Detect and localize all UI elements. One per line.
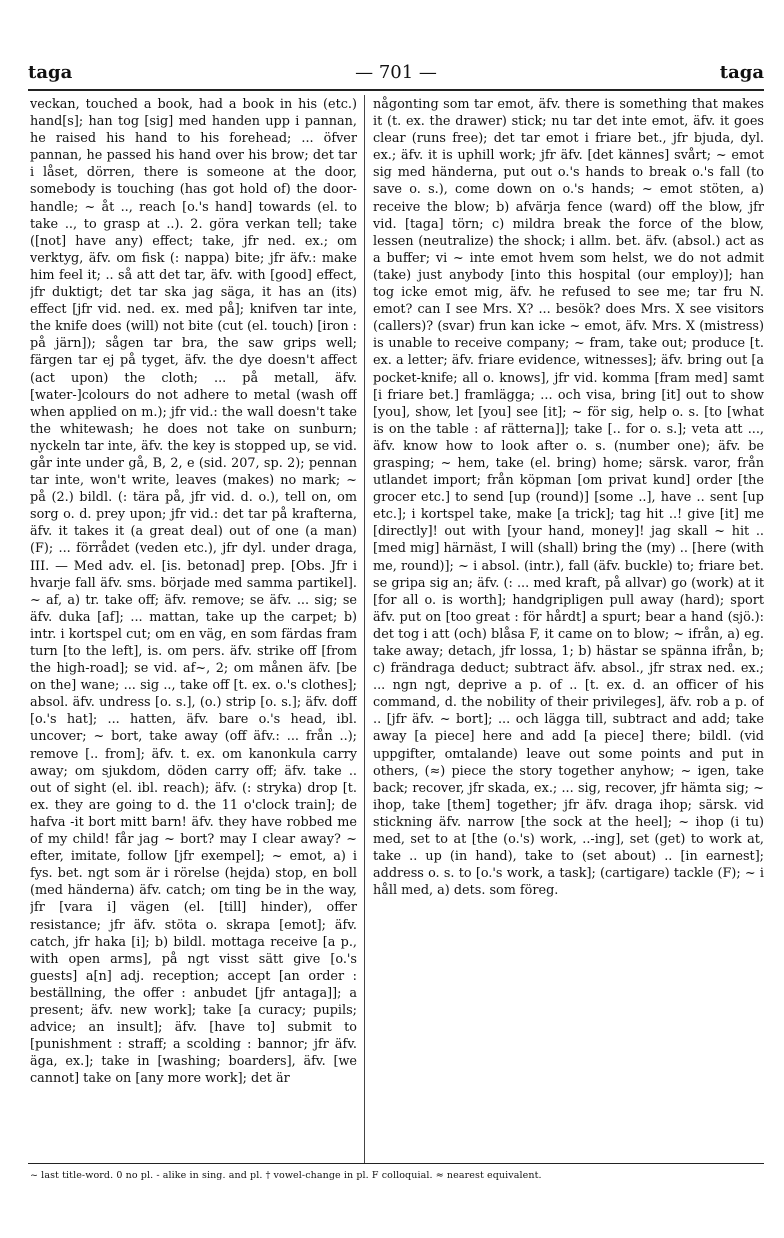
left-column [30, 96, 357, 1160]
right-column-text: någonting som tar emot, äfv. there is something that makes it (t. ex. the drawer) stick; nu tar det inte emot, äfv. it goes clear (runs free); det tar emot i friare bet., jfr bjuda, dyl. ex.; äfv. it is uphill work; jfr äfv. [det kännes] svårt; ~ emot sig med händerna, put out o.'s hands to break o.'s fall (to save o. s.), come down on o.'s hands; ~ emot stöten, a) receive the blow; b) afvärja fence (ward) off the blow, jfr vid. [taga] törn; c) mildra break the force of the blow, lessen (neutralize) the shock; i allm. bet. äfv. (absol.) act as a buffer; vi ~ inte emot hvem som helst, we do not admit (take) just anybody [into this hospital (our employ)]; han tog icke emot mig, äfv. he refused to see me; tar fru N. emot? can I see Mrs. X? ... besök? does Mrs. X see visitors (callers)? (svar) frun kan icke ~ emot, äfv. Mrs. X (mistress) is unable to receive company; ~ fram, take out; produce [t. ex. a letter; äfv. friare evidence, witnesses]; äfv. bring out [a pocket-knife; all o. knows], jfr vid. komma [fram med] samt [i friare bet.] framlägga; ... och visa, bring [it] out to show [you], show, let [you] see [it]; ~ för sig, help o. s. [to [what is on the table : af rätterna]]; take [.. for o. s.]; veta att ..., äfv. know how to look after o. s. (number one); äfv. be grasping; ~ hem, take (el. bring) home; särsk. varor, från utlandet import; från köpman [om privat kund] order [the grocer etc.] to send [up (round)] [some ..], have .. sent [up etc.]; i kortspel take, make [a trick]; tag hit ..! give [it] me [directly]! out with [your hand, money]! jag skall ~ hit .. [med mig] härnäst, I will (shall) bring the (my) .. [here (with me, round)]; ~ i absol. (intr.), fall (äfv. buckle) to; friare bet. se gripa sig an; äfv. (: ... med kraft, på allvar) go (work) at it [for all o. is worth]; handgripligen pull away (hard); sport äfv. put on [too great : för hårdt] a spurt; bear a hand (sjö.): det tog i att (och) blåsa F, it came on to blow; ~ ifrån, a) eg. take away; detach, jfr lossa, 1; b) hästar se spänna ifrån, b; c) frändraga deduct; subtract äfv. absol., jfr strax ned. ex.; ... ngn ngt, deprive a p. of .. [t. ex. d. an officer of his command, d. the nobility of their privileges], äfv. rob a p. of .. [jfr äfv. ~ bort]; ... och lägga till, subtract and add; take away [a piece] here and add [a piece] there; bildl. (vid uppgifter, omtalande) leave out some points and put in others, (≈) piece the story together anyhow; ~ igen, take back; recover, jfr skada, ex.; ... sig, recover, jfr hämta sig; ~ ihop, take [them] together; jfr äfv. draga ihop; särsk. vid stickning äfv. narrow [the sock at the heel]; ~ ihop (i tu) med, set to at [the (o.'s) work, ..-ing], set (get) to work at, take .. up (in hand), take to (set about) .. [in earnest]; address o. s. to [o.'s work, a task]; (cartigare) tackle (F); ~ i håll med, a) dets. som föreg. [373, 97, 764, 899]
footer-rule [28, 1163, 764, 1164]
left-headword: taga [28, 62, 73, 83]
left-column-text: veckan, touched a book, had a book in his (etc.) hand[s]; han tog [sig] med handen upp i pannan, he raised his hand to his forehead; ... öfver pannan, he passed his hand over his brow; det tar i låset, dörren, there is someone at the door, somebody is touching (has got hold of) the door-handle; ~ åt .., reach [o.'s hand] towards (el. to take .., to grasp at ..). 2. göra verkan tell; take ([not] have any) effect; take, jfr ned. ex.; om verktyg, äfv. om fisk (: nappa) bite; jfr äfv.: make him feel it; .. så att det tar, äfv. with [good] effect, jfr duktigt; det tar ska jag säga, it has an (its) effect [jfr vid. ned. ex. med på]; knifven tar inte, the knife does (will) not bite (cut (el. touch) [iron : på järn]); sågen tar bra, the saw grips well; färgen tar ej på tyget, äfv. the dye doesn't affect (act upon) the cloth; ... på metall, äfv. [water-]colours do not adhere to metal (wash off when applied on m.); jfr vid.: the wall doesn't take the whitewash; he does not take on sunburn; nyckeln tar inte, äfv. the key is stopped up, se vid. går inte under gå, B, 2, e (sid. 207, sp. 2); pennan tar inte, won't write, leaves (makes) no mark; ~ på (2.) bildl. (: tära på, jfr vid. d. o.), tell on, om sorg o. d. prey upon; jfr vid.: det tar på krafterna, äfv. it takes it (a great deal) out of one (a man) (F); ... förrådet (veden etc.), jfr dyl. under draga, III. — Med adv. el. [is. betonad] prep. [Obs. Jfr i hvarje fall äfv. sms. började med samma partikel]. ~ af, a) tr. take off; äfv. remove; se äfv. ... sig; se äfv. duka [af]; ... mattan, take up the carpet; b) intr. i kortspel cut; om en väg, en som färdas fram turn [to the left], is. om pers. äfv. strike off [from the high-road]; se vid. af~, 2; om månen äfv. [be on the] wane; ... sig .., take off [t. ex. o.'s clothes]; absol. äfv. undress [o. s.], (o.) strip [o. s.]; äfv. doff [o.'s hat]; ... hatten, äfv. bare o.'s head, ibl. uncover; ~ bort, take away (off äfv.: ... från ..); remove [.. from]; äfv. t. ex. om kanonkula carry away; om sjukdom, döden carry off; äfv. take .. out of sight (el. ibl. reach); äfv. (: stryka) drop [t. ex. they are going to d. the 11 o'clock train]; de hafva -it bort mitt barn! äfv. they have robbed me of my child! får jag ~ bort? may I clear away? ~ efter, imitate, follow [jfr exempel]; ~ emot, a) i fys. bet. ngt som är i rörelse (hejda) stop, en boll (med händerna) äfv. catch; om ting be in the way, jfr [vara i] vägen (el. [till] hinder), offer resistance; jfr äfv. stöta o. skrapa [emot]; äfv. catch, jfr haka [i]; b) bildl. mottaga receive [a p., with open arms], på ngt visst sätt give [o.'s guests] a[n] adj. reception; accept [an order : beställning, the offer : anbudet [jfr antaga]]; a present; äfv. new work]; take [a curacy; pupils; advice; an insult]; äfv. [have to] submit to [punishment : straff; a scolding : bannor; jfr äfv. äga, ex.]; take in [washing; boarders], äfv. [we cannot] take on [any more work]; det är [30, 97, 357, 1087]
page-header [28, 58, 764, 88]
abbreviation-legend: ~ last title-word. 0 no pl. - alike in sing. and pl. † vowel-change in pl. F colloquial. ≈ nearest equivalent. [30, 1170, 542, 1181]
column-divider [364, 95, 365, 1163]
right-column [373, 96, 764, 1160]
header-rule [28, 89, 764, 91]
right-headword: taga [719, 62, 764, 83]
page-number: — 701 — [355, 62, 437, 83]
